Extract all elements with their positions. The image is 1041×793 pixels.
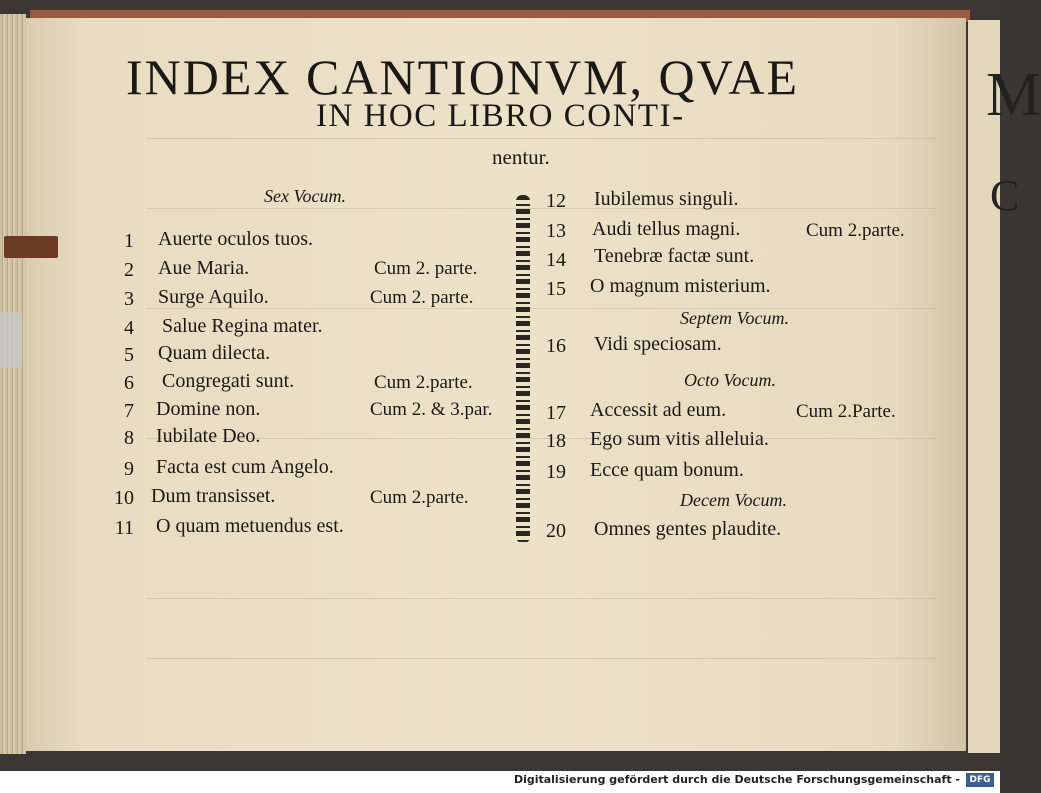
item-number: 12 (546, 190, 566, 212)
item-number: 13 (546, 220, 566, 242)
item-title: Congregati sunt. (162, 370, 295, 392)
item-title: Tenebræ factæ sunt. (594, 245, 755, 267)
item-part: Cum 2. & 3.par. (370, 399, 493, 420)
item-title: Dum transisset. (151, 485, 276, 507)
facing-page-glyph: C (990, 171, 1020, 220)
item-title: Surge Aquilo. (158, 286, 269, 308)
dfg-logo-icon: DFG (966, 773, 994, 787)
item-title: Iubilemus singuli. (594, 188, 739, 210)
item-part: Cum 2.Parte. (796, 401, 896, 422)
section-heading-septem: Septem Vocum. (680, 308, 789, 328)
item-part: Cum 2.parte. (806, 220, 905, 241)
item-number: 11 (114, 517, 134, 539)
item-part: Cum 2. parte. (374, 258, 478, 279)
item-number: 3 (124, 288, 134, 310)
item-number: 16 (546, 335, 566, 357)
item-title: Quam dilecta. (158, 342, 271, 364)
section-heading-decem: Decem Vocum. (680, 490, 787, 510)
item-title: Ecce quam bonum. (590, 459, 744, 481)
bleed-line (146, 658, 936, 659)
item-title: Audi tellus magni. (592, 218, 741, 240)
item-number: 4 (124, 317, 134, 339)
item-title: Accessit ad eum. (590, 399, 727, 421)
digitization-credit: Digitalisierung gefördert durch die Deutsche Forschungsgemeinschaft - (513, 773, 960, 786)
item-number: 7 (124, 400, 134, 422)
item-number: 19 (546, 461, 566, 483)
item-number: 2 (124, 259, 134, 281)
bleed-line (146, 138, 936, 139)
item-number: 1 (124, 230, 134, 252)
facing-page (968, 20, 1041, 753)
item-number: 6 (124, 372, 134, 394)
section-heading-octo: Octo Vocum. (684, 370, 776, 390)
item-number: 8 (124, 427, 134, 449)
item-number: 17 (546, 402, 566, 424)
item-part: Cum 2. parte. (370, 287, 474, 308)
item-number: 10 (114, 487, 134, 509)
item-title: Aue Maria. (158, 257, 250, 279)
item-title: O magnum misterium. (590, 275, 771, 297)
item-title: Auerte oculos tuos. (158, 228, 313, 250)
section-heading-sex: Sex Vocum. (264, 186, 346, 206)
book-edge (0, 14, 26, 754)
item-title: Ego sum vitis alleluia. (590, 428, 769, 450)
item-number: 20 (546, 520, 566, 542)
item-title: Omnes gentes plaudite. (594, 518, 782, 540)
page-title-line3: nentur. (492, 145, 550, 169)
page-title: INDEX CANTIONVM, QVAE (126, 49, 799, 105)
item-number: 18 (546, 430, 566, 452)
item-part: Cum 2.parte. (374, 372, 473, 393)
bookmark-tab (4, 236, 58, 258)
item-number: 15 (546, 278, 566, 300)
item-title: Salue Regina mater. (162, 315, 323, 337)
bleed-line (146, 598, 936, 599)
facing-page-glyph: M (986, 61, 1041, 129)
page-title-line2: IN HOC LIBRO CONTI- (316, 98, 685, 134)
item-title: Facta est cum Angelo. (156, 456, 334, 478)
item-title: Vidi speciosam. (594, 333, 722, 355)
item-number: 14 (546, 249, 566, 271)
clip (0, 312, 22, 368)
item-number: 9 (124, 458, 134, 480)
item-title: Domine non. (156, 398, 261, 420)
item-number: 5 (124, 344, 134, 366)
item-title: O quam metuendus est. (156, 515, 344, 537)
item-title: Iubilate Deo. (156, 425, 261, 447)
ornamental-divider (516, 195, 530, 543)
item-part: Cum 2.parte. (370, 487, 469, 508)
